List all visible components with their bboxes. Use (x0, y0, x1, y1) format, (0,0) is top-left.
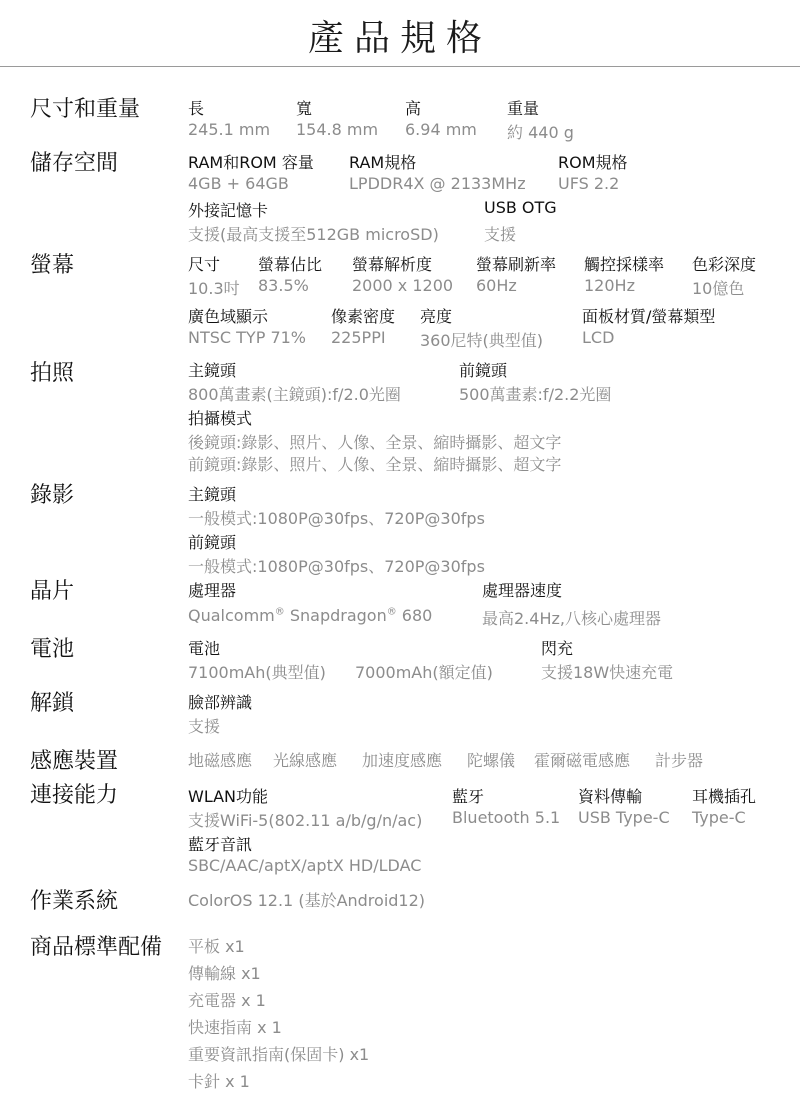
section-connectivity: 連接能力 (30, 783, 119, 808)
memory-card-value: 支援(最高支援至512GB microSD) (188, 225, 439, 244)
face-recognition-label: 臉部辨識 (188, 693, 253, 712)
refresh-rate-label: 螢幕刷新率 (476, 255, 557, 274)
box-item: 重要資訊指南(保固卡) x1 (188, 1045, 370, 1064)
sensor-item: 霍爾磁電感應 (534, 751, 631, 770)
refresh-rate-value: 60Hz (476, 276, 517, 295)
touch-rate-label: 觸控採樣率 (584, 255, 665, 274)
processor-speed-value: 最高2.4Hz,八核心處理器 (482, 609, 661, 628)
sensor-item: 加速度感應 (362, 751, 443, 770)
page-title: 產品規格 (307, 18, 492, 59)
title-divider (0, 66, 800, 67)
screen-size-label: 尺寸 (188, 255, 221, 274)
sensor-item: 地磁感應 (188, 751, 253, 770)
section-chip: 晶片 (30, 579, 75, 604)
section-battery: 電池 (30, 637, 75, 662)
capacity-label: RAM和ROM 容量 (188, 153, 314, 172)
bluetooth-audio-label: 藍牙音訊 (188, 835, 253, 854)
width-label: 寬 (296, 99, 313, 118)
color-depth-label: 色彩深度 (692, 255, 757, 274)
processor-value: Qualcomm® Snapdragon® 680 (188, 606, 433, 625)
touch-rate-value: 120Hz (584, 276, 635, 295)
pixel-density-label: 像素密度 (331, 307, 396, 326)
data-transfer-value: USB Type-C (578, 808, 670, 827)
bluetooth-label: 藍牙 (452, 787, 485, 806)
brightness-label: 亮度 (420, 307, 453, 326)
box-item: 快速指南 x 1 (188, 1018, 282, 1037)
section-unlock: 解鎖 (30, 691, 75, 716)
camera-main-value: 800萬畫素(主鏡頭):f/2.0光圈 (188, 385, 401, 404)
video-main-value: 一般模式:1080P@30fps、720P@30fps (188, 509, 485, 528)
color-gamut-value: NTSC TYP 71% (188, 328, 306, 347)
fast-charge-label: 閃充 (541, 639, 574, 658)
shooting-mode-rear: 後鏡頭:錄影、照片、人像、全景、縮時攝影、超文字 (188, 433, 562, 452)
video-front-value: 一般模式:1080P@30fps、720P@30fps (188, 557, 485, 576)
fast-charge-value: 支援18W快速充電 (541, 663, 674, 682)
width-value: 154.8 mm (296, 120, 379, 139)
screen-ratio-value: 83.5% (258, 276, 309, 295)
ram-value: LPDDR4X @ 2133MHz (349, 174, 526, 193)
os-value: ColorOS 12.1 (基於Android12) (188, 891, 426, 910)
usb-otg-value: 支援 (484, 225, 517, 244)
section-sensors: 感應裝置 (30, 749, 119, 774)
camera-main-label: 主鏡頭 (188, 361, 237, 380)
panel-type-value: LCD (582, 328, 615, 347)
panel-type-label: 面板材質/螢幕類型 (582, 307, 716, 326)
section-box-contents: 商品標準配備 (30, 935, 163, 960)
section-video: 錄影 (30, 483, 75, 508)
battery-rated-value: 7000mAh(額定值) (355, 663, 493, 682)
brightness-value: 360尼特(典型值) (420, 331, 544, 350)
bluetooth-value: Bluetooth 5.1 (452, 808, 561, 827)
resolution-value: 2000 x 1200 (352, 276, 454, 295)
bluetooth-audio-value: SBC/AAC/aptX/aptX HD/LDAC (188, 856, 422, 875)
section-storage: 儲存空間 (30, 151, 119, 176)
processor-speed-label: 處理器速度 (482, 581, 563, 600)
box-item: 平板 x1 (188, 937, 245, 956)
section-camera: 拍照 (30, 361, 75, 386)
section-size-weight: 尺寸和重量 (30, 97, 141, 122)
section-screen: 螢幕 (30, 253, 75, 278)
headphone-jack-value: Type-C (692, 808, 746, 827)
battery-label: 電池 (188, 639, 221, 658)
rom-value: UFS 2.2 (558, 174, 620, 193)
headphone-jack-label: 耳機插孔 (692, 787, 757, 806)
wlan-label: WLAN功能 (188, 787, 269, 806)
camera-front-value: 500萬畫素:f/2.2光圈 (459, 385, 612, 404)
weight-label: 重量 (507, 99, 540, 118)
length-label: 長 (188, 99, 205, 118)
box-item: 充電器 x 1 (188, 991, 266, 1010)
ram-label: RAM規格 (349, 153, 417, 172)
battery-typical-value: 7100mAh(典型值) (188, 663, 326, 682)
color-gamut-label: 廣色域顯示 (188, 307, 269, 326)
screen-ratio-label: 螢幕佔比 (258, 255, 323, 274)
video-main-label: 主鏡頭 (188, 485, 237, 504)
weight-value: 約 440 g (507, 123, 574, 142)
height-label: 高 (405, 99, 422, 118)
sensor-item: 光線感應 (273, 751, 338, 770)
video-front-label: 前鏡頭 (188, 533, 237, 552)
shooting-mode-front: 前鏡頭:錄影、照片、人像、全景、縮時攝影、超文字 (188, 455, 562, 474)
data-transfer-label: 資料傳輸 (578, 787, 643, 806)
camera-front-label: 前鏡頭 (459, 361, 508, 380)
usb-otg-label: USB OTG (484, 198, 557, 217)
section-os: 作業系統 (30, 889, 119, 914)
face-recognition-value: 支援 (188, 717, 221, 736)
shooting-mode-label: 拍攝模式 (188, 409, 253, 428)
screen-size-value: 10.3吋 (188, 279, 240, 298)
box-item: 傳輸線 x1 (188, 964, 261, 983)
sensor-item: 陀螺儀 (467, 751, 516, 770)
rom-label: ROM規格 (558, 153, 628, 172)
color-depth-value: 10億色 (692, 279, 745, 298)
memory-card-label: 外接記憶卡 (188, 201, 269, 220)
resolution-label: 螢幕解析度 (352, 255, 433, 274)
box-item: 卡針 x 1 (188, 1072, 250, 1091)
height-value: 6.94 mm (405, 120, 477, 139)
processor-label: 處理器 (188, 581, 237, 600)
pixel-density-value: 225PPI (331, 328, 386, 347)
capacity-value: 4GB + 64GB (188, 174, 289, 193)
sensor-item: 計步器 (655, 751, 704, 770)
length-value: 245.1 mm (188, 120, 271, 139)
wlan-value: 支援WiFi-5(802.11 a/b/g/n/ac) (188, 811, 423, 830)
